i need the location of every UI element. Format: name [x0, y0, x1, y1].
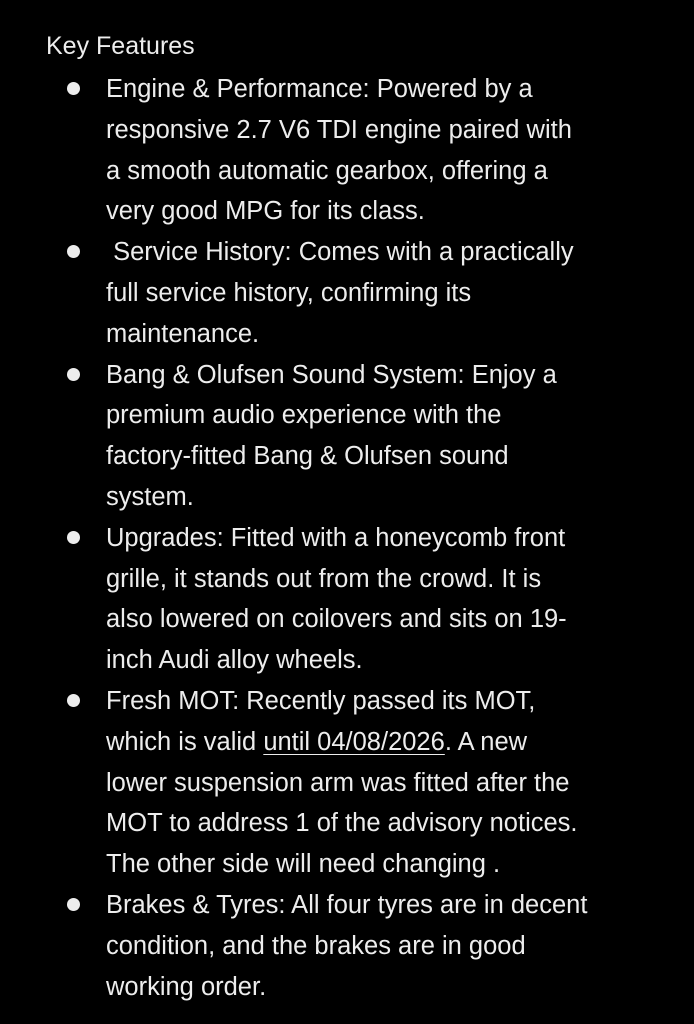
feature-text-line: Brakes & Tyres: All four tyres are in decent — [106, 890, 588, 919]
feature-text-line: responsive 2.7 V6 TDI engine paired with — [106, 115, 572, 144]
feature-text-line: very good MPG for its class. — [106, 197, 425, 226]
feature-text-line: also lowered on coilovers and sits on 19- — [106, 605, 567, 634]
feature-text-line: inch Audi alloy wheels. — [106, 646, 363, 675]
feature-text-line: Bang & Olufsen Sound System: Enjoy a — [106, 360, 557, 389]
feature-item-upgrades — [0, 518, 694, 681]
feature-text-line: Service History: Comes with a practically — [106, 238, 574, 267]
feature-item-sound-system — [0, 355, 694, 518]
bullet-icon — [67, 898, 80, 911]
feature-item-brakes-tyres — [0, 885, 694, 1007]
bullet-icon — [67, 368, 80, 381]
feature-text-line: MOT to address 1 of the advisory notices. — [106, 809, 578, 838]
feature-item-fresh-mot — [0, 681, 694, 885]
mot-expiry-date-link[interactable]: until 04/08/2026 — [263, 727, 445, 756]
feature-text-line: full service history, confirming its — [106, 278, 472, 307]
feature-text-line: Engine & Performance: Powered by a — [106, 75, 533, 103]
feature-text-line: lower suspension arm was fitted after the — [106, 768, 570, 797]
feature-text-fragment: . A new — [444, 727, 528, 756]
feature-text-line: working order. — [106, 972, 267, 1001]
bullet-icon — [67, 82, 80, 95]
feature-list — [0, 69, 694, 1007]
feature-text-line: factory-fitted Bang & Olufsen sound — [106, 442, 509, 471]
feature-text-line: premium audio experience with the — [106, 401, 502, 430]
feature-text-line: grille, it stands out from the crowd. It is — [106, 564, 542, 593]
feature-text-line: system. — [106, 482, 194, 511]
section-heading: Key Features — [46, 32, 195, 60]
feature-text-line: condition, and the brakes are in good — [106, 931, 526, 960]
bullet-icon — [67, 694, 80, 707]
feature-text-line: The other side will need changing . — [106, 850, 501, 879]
feature-text-fragment: which is valid — [106, 727, 264, 756]
feature-text-line: Upgrades: Fitted with a honeycomb front — [106, 523, 566, 552]
feature-text-line: Fresh MOT: Recently passed its MOT, — [106, 686, 536, 715]
bullet-icon — [67, 531, 80, 544]
feature-text-line-with-date — [106, 722, 654, 763]
feature-text-line: maintenance. — [106, 319, 260, 348]
feature-item-service-history — [0, 232, 694, 354]
feature-item-engine — [0, 69, 694, 232]
bullet-icon — [67, 245, 80, 258]
feature-text-line: a smooth automatic gearbox, offering a — [106, 156, 548, 185]
